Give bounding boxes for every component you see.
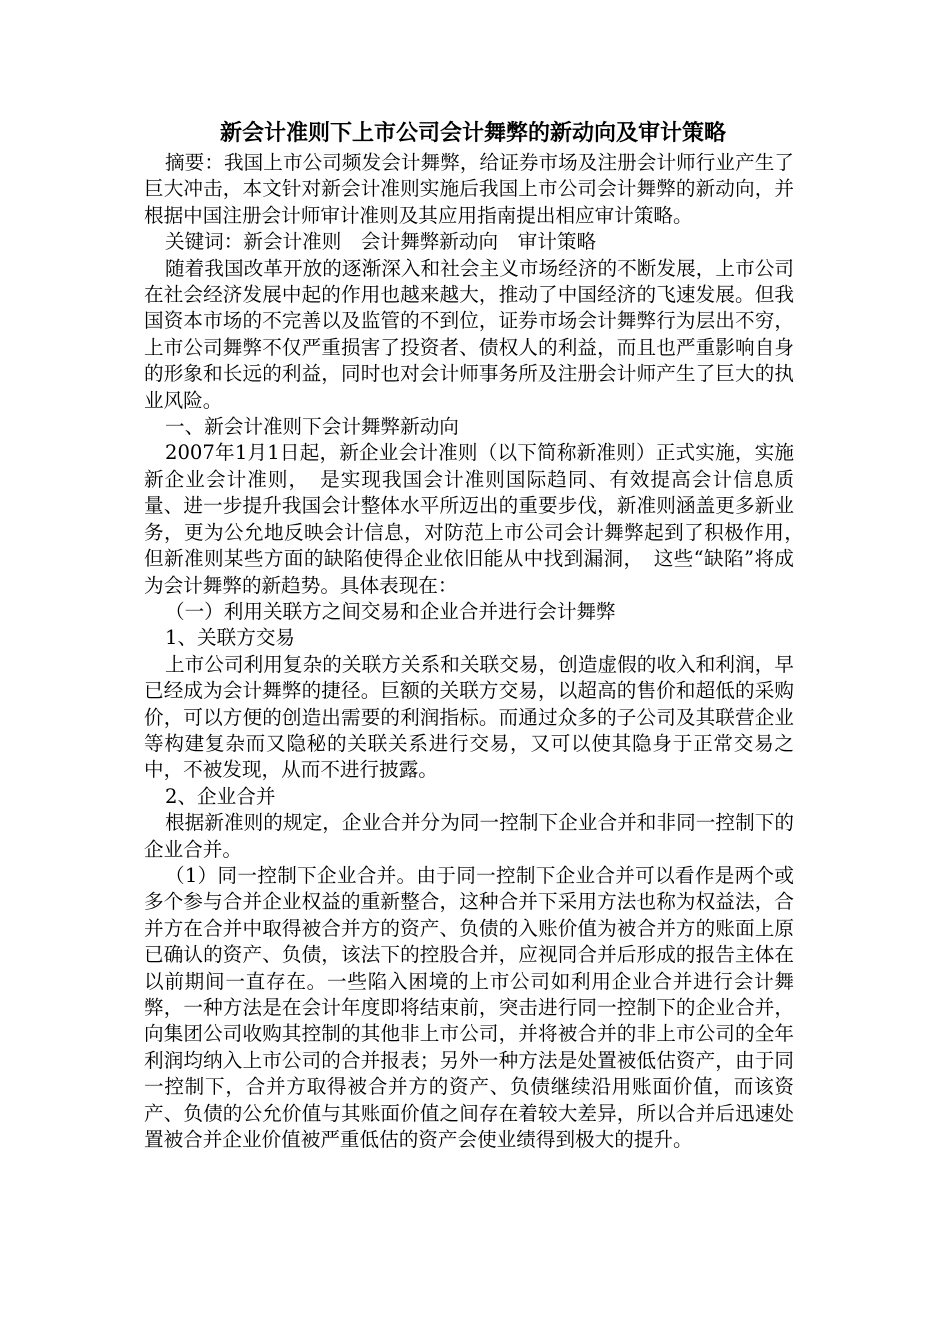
intro-paragraph: 随着我国改革开放的逐渐深入和社会主义市场经济的不断发展，上市公司在社会经济发展中起的作用也越来越大，推动了中国经济的飞速发展。但我国资本市场的不完善以及监管的不到位，证券市场会计舞弊行为层出不穷，上市公司舞弊不仅严重损害了投资者、债权人的利益，而且也严重影响自身的形象和长远的利益，同时也对会计师事务所及注册会计师产生了巨大的执业风险。 <box>144 256 794 412</box>
abstract-paragraph: 摘要：我国上市公司频发会计舞弊，给证券市场及注册会计师行业产生了巨大冲击，本文针对新会计准则实施后我国上市公司会计舞弊的新动向，并根据中国注册会计师审计准则及其应用指南提出相应审计策略。 <box>144 151 794 227</box>
item-subparagraph: （1）同一控制下企业合并。由于同一控制下企业合并可以看作是两个或多个参与合并企业权益的重新整合，这种合并下采用方法也称为权益法，合并方在合并中取得被合并方的资产、负债的入账价值为被合并方的账面上原已确认的资产、负债，该法下的控股合并，应视同合并后形成的报告主体在以前期间一直存在。一些陷入困境的上市公司如利用企业合并进行会计舞弊，一种方法是在会计年度即将结束前，突击进行同一控制下的企业合并，向集团公司收购其控制的其他非上市公司，并将被合并的非上市公司的全年利润均纳入上市公司的合并报表；另外一种方法是处置被低估资产，由于同一控制下，合并方取得被合并方的资产、负债继续沿用账面价值，而该资产、负债的公允价值与其账面价值之间存在着较大差异，所以合并后迅速处置被合并企业价值被严重低估的资产会使业绩得到极大的提升。 <box>144 863 794 1152</box>
item-paragraph: 上市公司利用复杂的关联方关系和关联交易，创造虚假的收入和利润，早已经成为会计舞弊的捷径。巨额的关联方交易，以超高的售价和超低的采购价，可以方便的创造出需要的利润指标。而通过众多的子公司及其联营企业等构建复杂而又隐秘的关联关系进行交易，又可以使其隐身于正常交易之中，不被发现，从而不进行披露。 <box>144 652 794 782</box>
section-paragraph: 2007年1月1日起，新企业会计准则（以下简称新准则）正式实施，实施新企业会计准则， 是实现我国会计准则国际趋同、有效提高会计信息质量、进一步提升我国会计整体水平所迈出的重要步伐，新准则涵盖更多新业务，更为公允地反映会计信息，对防范上市公司会计舞弊起到了积极作用， 但新准则某些方面的缺陷使得企业依旧能从中找到漏洞， 这些“缺陷”将成为会计舞弊的新趋势。具体表现在： <box>144 441 814 597</box>
document-body <box>144 118 814 1153</box>
document-title: 新会计准则下上市公司会计舞弊的新动向及审计策略 <box>220 121 727 146</box>
item-heading: 1、关联方交易 <box>165 626 296 650</box>
item-paragraph: 根据新准则的规定，企业合并分为同一控制下企业合并和非同一控制下的企业合并。 <box>144 811 794 861</box>
subsection-heading: （一）利用关联方之间交易和企业合并进行会计舞弊 <box>165 599 616 623</box>
section-heading: 一、新会计准则下会计舞弊新动向 <box>165 415 459 439</box>
keywords-line: 关键词：新会计准则 会计舞弊新动向 审计策略 <box>165 230 597 254</box>
item-heading: 2、企业合并 <box>165 784 276 808</box>
